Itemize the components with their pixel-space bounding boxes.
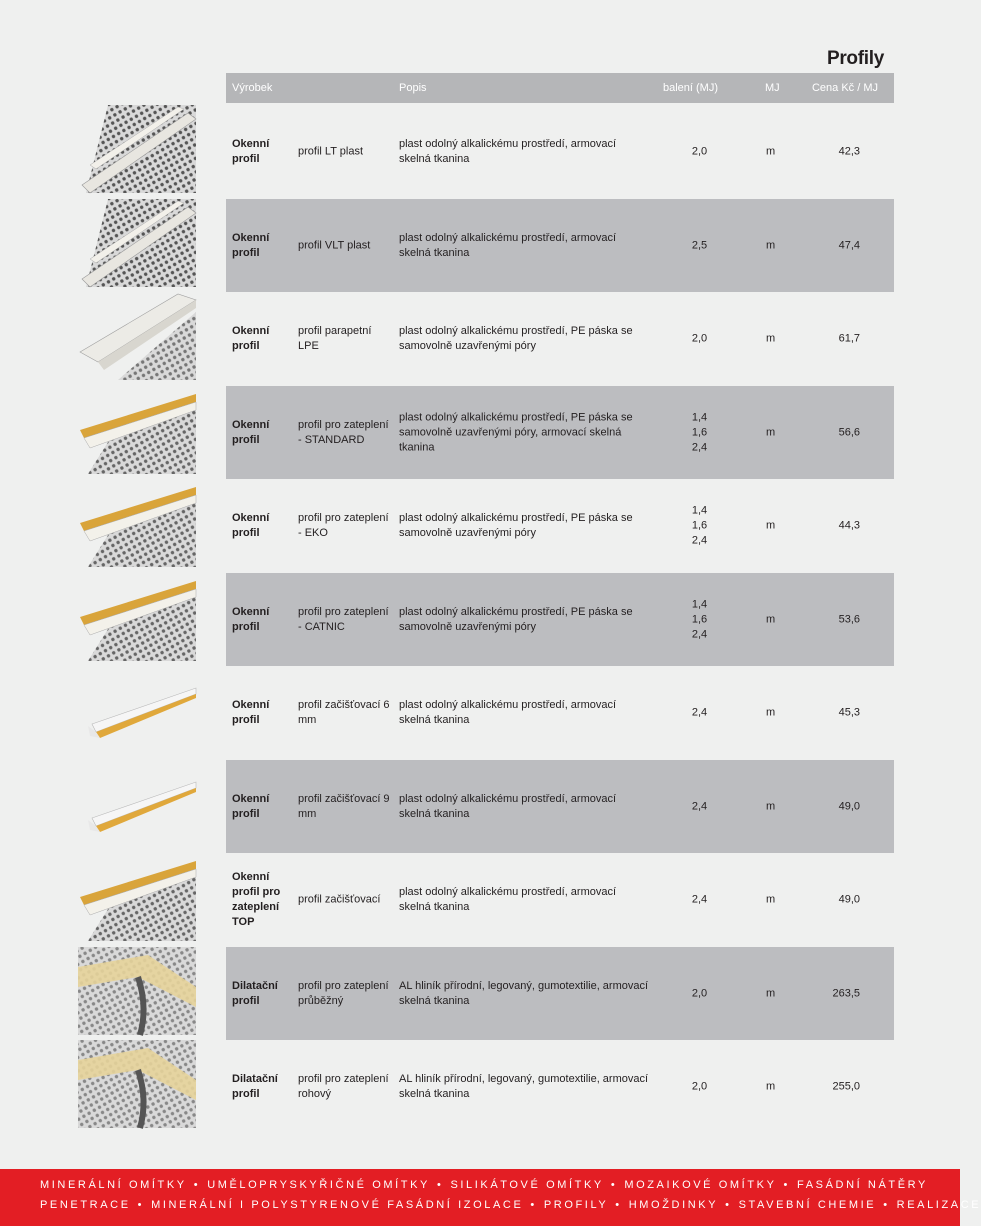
- packaging-cell: 1,4 1,6 2,4: [691, 504, 708, 546]
- footer-category: SILIKÁTOVÉ OMÍTKY: [450, 1179, 604, 1191]
- price-cell: 53,6: [838, 613, 860, 625]
- description-cell: plast odolný alkalickému prostředí, armovací skelná tkanina: [399, 885, 617, 913]
- footer-separator: •: [530, 1199, 537, 1211]
- product-image: [78, 947, 196, 1037]
- footer-banner: [0, 1169, 981, 1226]
- price-cell: 45,3: [838, 706, 860, 718]
- header-description: Popis: [399, 82, 427, 94]
- product-image: [78, 292, 196, 382]
- table-row: [226, 573, 894, 666]
- packaging-cell: 2,4: [691, 800, 708, 812]
- name-cell: profil pro zateplení - EKO: [298, 511, 389, 539]
- table-row: [226, 386, 894, 479]
- description-cell: plast odolný alkalickému prostředí, PE páska se samovolně uzavřenými póry, armovací skelná tkanina: [399, 411, 633, 453]
- footer-separator: •: [436, 1179, 444, 1191]
- product-cell: Okenní profil: [232, 137, 270, 165]
- footer-category: STAVEBNÍ CHEMIE: [738, 1199, 877, 1211]
- footer-category: UMĚLOPRYSKYŘIČNÉ OMÍTKY: [207, 1179, 430, 1191]
- product-cell: Okenní profil pro zateplení TOP: [232, 870, 281, 928]
- product-image: [78, 1040, 196, 1130]
- name-cell: profil pro zateplení rohový: [298, 1072, 389, 1100]
- table-row: [226, 947, 894, 1040]
- packaging-cell: 2,5: [691, 239, 708, 251]
- footer-category: HMOŽDINKY: [628, 1199, 719, 1211]
- footer-category: PENETRACE: [40, 1199, 131, 1211]
- name-cell: profil parapetní LPE: [298, 324, 372, 352]
- header-price: Cena Kč / MJ: [811, 82, 878, 94]
- description-cell: AL hliník přírodní, legovaný, gumotextilie, armovací skelná tkanina: [399, 979, 649, 1007]
- unit-cell: m: [766, 426, 776, 438]
- price-cell: 61,7: [838, 332, 860, 344]
- page-title: Profily: [826, 48, 884, 69]
- unit-cell: m: [766, 332, 776, 344]
- footer-category: FASÁDNÍ NÁTĚRY: [797, 1179, 928, 1191]
- product-cell: Okenní profil: [232, 511, 270, 539]
- price-cell: 47,4: [838, 239, 860, 251]
- footer-separator: •: [137, 1199, 145, 1211]
- table-row: [226, 105, 894, 198]
- packaging-cell: 2,0: [691, 987, 708, 999]
- description-cell: plast odolný alkalickému prostředí, armovací skelná tkanina: [399, 792, 617, 820]
- unit-cell: m: [766, 519, 776, 531]
- product-cell: Okenní profil: [232, 324, 270, 352]
- product-cell: Okenní profil: [232, 698, 270, 726]
- unit-cell: m: [766, 987, 776, 999]
- name-cell: profil začišťovací: [298, 893, 381, 905]
- price-cell: 44,3: [838, 519, 860, 531]
- description-cell: plast odolný alkalickému prostředí, armovací skelná tkanina: [399, 137, 617, 165]
- price-cell: 263,5: [832, 987, 860, 999]
- packaging-cell: 2,4: [691, 706, 708, 718]
- footer-separator: •: [193, 1179, 201, 1191]
- footer-category: PROFILY: [543, 1199, 609, 1211]
- unit-cell: m: [766, 239, 776, 251]
- name-cell: profil začišťovací 6 mm: [298, 698, 390, 726]
- footer-category: MINERÁLNÍ I POLYSTYRENOVÉ FASÁDNÍ IZOLACE: [151, 1199, 524, 1211]
- product-image: [78, 573, 196, 663]
- name-cell: profil VLT plast: [298, 239, 371, 251]
- table-row: [226, 666, 894, 759]
- table-row: [226, 1040, 894, 1133]
- unit-cell: m: [766, 1080, 776, 1092]
- product-cell: Dilatační profil: [232, 979, 278, 1007]
- table-row: [226, 292, 894, 385]
- name-cell: profil pro zateplení - STANDARD: [298, 418, 389, 446]
- price-cell: 56,6: [838, 426, 860, 438]
- footer-category: REALIZACE: [896, 1199, 981, 1211]
- name-cell: profil začišťovací 9 mm: [298, 792, 390, 820]
- packaging-cell: 1,4 1,6 2,4: [691, 411, 708, 453]
- unit-cell: m: [766, 893, 776, 905]
- footer-category: MINERÁLNÍ OMÍTKY: [40, 1179, 187, 1191]
- footer-line-2: [40, 1199, 981, 1211]
- product-image: [78, 105, 196, 195]
- packaging-cell: 2,4: [691, 893, 708, 905]
- footer-line-1: [40, 1179, 940, 1191]
- description-cell: plast odolný alkalickému prostředí, PE páska se samovolně uzavřenými póry: [399, 324, 633, 352]
- footer-separator: •: [725, 1199, 732, 1211]
- table-row: [226, 479, 894, 572]
- footer-separator: •: [610, 1179, 618, 1191]
- packaging-cell: 2,0: [691, 332, 708, 344]
- description-cell: plast odolný alkalickému prostředí, PE páska se samovolně uzavřenými póry: [399, 511, 633, 539]
- price-cell: 49,0: [838, 893, 860, 905]
- footer-separator: •: [883, 1199, 890, 1211]
- product-image: [78, 479, 196, 569]
- product-image: [78, 199, 196, 289]
- packaging-cell: 2,0: [691, 1080, 708, 1092]
- product-image: [78, 386, 196, 476]
- name-cell: profil pro zateplení průběžný: [298, 979, 389, 1007]
- price-cell: 255,0: [832, 1080, 860, 1092]
- description-cell: plast odolný alkalickému prostředí, PE páska se samovolně uzavřenými póry: [399, 605, 633, 633]
- product-image: [78, 853, 196, 943]
- price-cell: 42,3: [838, 145, 860, 157]
- product-cell: Okenní profil: [232, 418, 270, 446]
- price-cell: 49,0: [838, 800, 860, 812]
- footer-category: MOZAIKOVÉ OMÍTKY: [624, 1179, 777, 1191]
- table-header: [226, 73, 894, 103]
- unit-cell: m: [766, 706, 776, 718]
- unit-cell: m: [766, 800, 776, 812]
- footer-separator: •: [783, 1179, 790, 1191]
- description-cell: AL hliník přírodní, legovaný, gumotextilie, armovací skelná tkanina: [399, 1072, 649, 1100]
- product-image: [78, 666, 196, 756]
- table-row: [226, 199, 894, 292]
- packaging-cell: 2,0: [691, 145, 708, 157]
- product-image: [78, 760, 196, 850]
- name-cell: profil pro zateplení - CATNIC: [298, 605, 389, 633]
- product-cell: Okenní profil: [232, 792, 270, 820]
- product-cell: Okenní profil: [232, 605, 270, 633]
- unit-cell: m: [766, 145, 776, 157]
- description-cell: plast odolný alkalickému prostředí, armovací skelná tkanina: [399, 231, 617, 259]
- table-row: [226, 760, 894, 853]
- product-cell: Okenní profil: [232, 231, 270, 259]
- description-cell: plast odolný alkalickému prostředí, armovací skelná tkanina: [399, 698, 617, 726]
- packaging-cell: 1,4 1,6 2,4: [691, 598, 708, 640]
- table-row: [226, 853, 894, 946]
- header-unit: MJ: [765, 82, 780, 94]
- header-product: Výrobek: [232, 82, 273, 94]
- name-cell: profil LT plast: [298, 145, 364, 157]
- unit-cell: m: [766, 613, 776, 625]
- footer-separator: •: [615, 1199, 622, 1211]
- header-packaging: balení (MJ): [662, 82, 718, 94]
- product-cell: Dilatační profil: [232, 1072, 278, 1100]
